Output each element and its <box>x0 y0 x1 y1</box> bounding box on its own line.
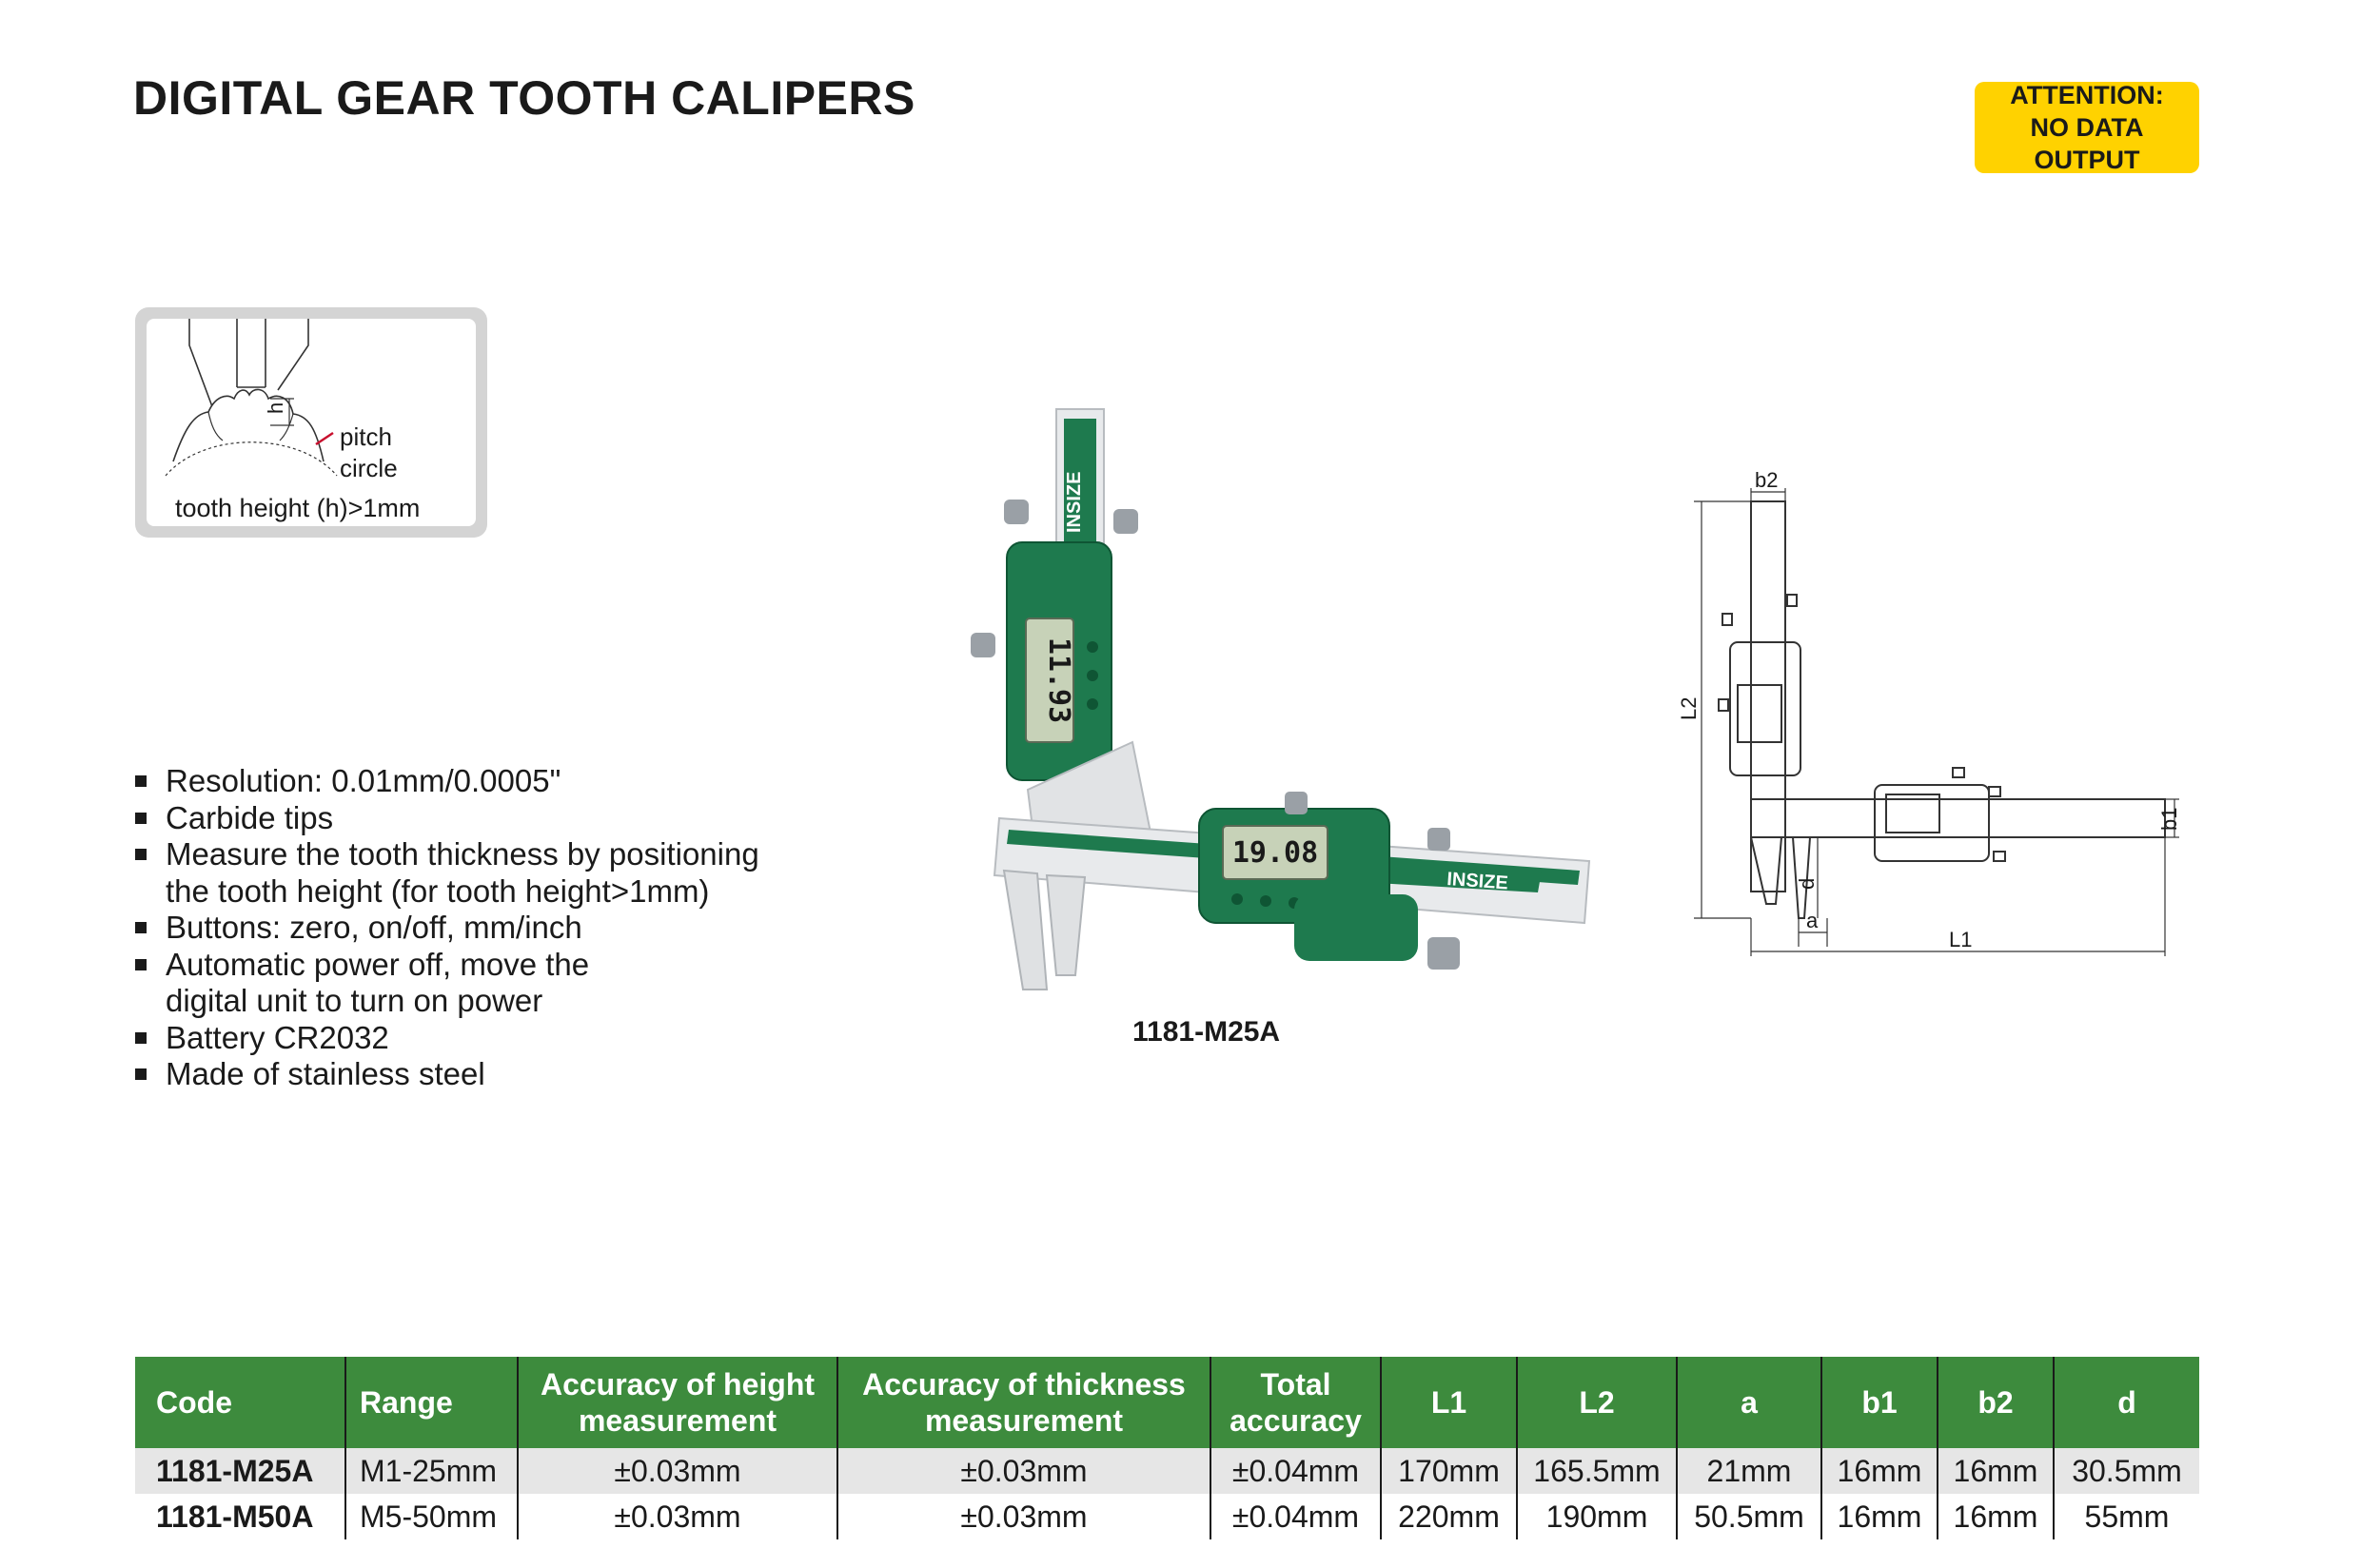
cell-height-accuracy: ±0.03mm <box>518 1448 837 1494</box>
table-header-row <box>135 1357 2199 1448</box>
cell-total-accuracy: ±0.04mm <box>1210 1448 1381 1494</box>
header-range: Range <box>345 1357 518 1448</box>
feature-item: Carbide tips <box>135 800 759 837</box>
tooth-height-caption: tooth height (h)>1mm <box>175 494 421 522</box>
feature-item: Resolution: 0.01mm/0.0005" <box>135 763 759 800</box>
table-row <box>135 1448 2199 1494</box>
feature-list <box>135 763 759 1093</box>
brand-logo-vertical: INSIZE <box>1064 471 1085 533</box>
cell-range: M5-50mm <box>345 1494 518 1539</box>
caliper-product-photo <box>933 390 1599 1037</box>
cell-range: M1-25mm <box>345 1448 518 1494</box>
cell-L1: 170mm <box>1381 1448 1517 1494</box>
cell-a: 21mm <box>1677 1448 1821 1494</box>
feature-item: Measure the tooth thickness by positioning <box>135 836 759 873</box>
header-L2: L2 <box>1517 1357 1677 1448</box>
circle-label: circle <box>340 454 398 482</box>
vertical-display-reading: 11.93 <box>1042 637 1075 724</box>
attention-badge <box>1975 82 2199 173</box>
horizontal-display-reading: 19.08 <box>1231 836 1319 870</box>
cell-L2: 165.5mm <box>1517 1448 1677 1494</box>
cell-code: 1181-M25A <box>135 1448 345 1494</box>
header-b1: b1 <box>1821 1357 1938 1448</box>
cell-L2: 190mm <box>1517 1494 1677 1539</box>
cell-thickness-accuracy: ±0.03mm <box>837 1494 1210 1539</box>
cell-L1: 220mm <box>1381 1494 1517 1539</box>
feature-item-continuation: digital unit to turn on power <box>166 983 543 1018</box>
cell-thickness-accuracy: ±0.03mm <box>837 1448 1210 1494</box>
header-height-accuracy: Accuracy of height measurement <box>518 1357 837 1448</box>
dimension-drawing <box>1675 471 2189 966</box>
cell-height-accuracy: ±0.03mm <box>518 1494 837 1539</box>
L1-label: L1 <box>1949 928 1973 951</box>
d-label: d <box>1795 877 1819 890</box>
brand-logo-horizontal: INSIZE <box>1446 869 1509 894</box>
h-label: h <box>264 402 287 414</box>
page-title: DIGITAL GEAR TOOTH CALIPERS <box>133 71 915 125</box>
header-b2: b2 <box>1938 1357 2054 1448</box>
pitch-label: pitch <box>340 422 392 451</box>
cell-d: 55mm <box>2054 1494 2199 1539</box>
attention-line-1: ATTENTION: <box>2010 81 2164 109</box>
a-label: a <box>1806 909 1819 932</box>
product-model-caption: 1181-M25A <box>1132 1016 1281 1048</box>
feature-item: Made of stainless steel <box>135 1056 759 1093</box>
cell-b2: 16mm <box>1938 1448 2054 1494</box>
cell-d: 30.5mm <box>2054 1448 2199 1494</box>
header-total-accuracy: Total accuracy <box>1210 1357 1381 1448</box>
b1-label: b1 <box>2157 807 2181 831</box>
header-L1: L1 <box>1381 1357 1517 1448</box>
gear-tooth-illustration <box>147 319 476 526</box>
cell-code: 1181-M50A <box>135 1494 345 1539</box>
specification-table <box>135 1357 2199 1539</box>
attention-line-2: NO DATA OUTPUT <box>2030 113 2144 174</box>
b2-label: b2 <box>1755 471 1779 492</box>
feature-item: Buttons: zero, on/off, mm/inch <box>135 910 759 947</box>
L2-label: L2 <box>1677 696 1701 720</box>
header-d: d <box>2054 1357 2199 1448</box>
feature-item-continuation: the tooth height (for tooth height>1mm) <box>166 872 710 909</box>
cell-b2: 16mm <box>1938 1494 2054 1539</box>
table-row <box>135 1494 2199 1539</box>
feature-item: Automatic power off, move the <box>135 947 759 984</box>
header-a: a <box>1677 1357 1821 1448</box>
header-thickness-accuracy: Accuracy of thickness measurement <box>837 1357 1210 1448</box>
cell-b1: 16mm <box>1821 1448 1938 1494</box>
header-code: Code <box>135 1357 345 1448</box>
feature-item: Battery CR2032 <box>135 1020 759 1057</box>
cell-b1: 16mm <box>1821 1494 1938 1539</box>
cell-a: 50.5mm <box>1677 1494 1821 1539</box>
cell-total-accuracy: ±0.04mm <box>1210 1494 1381 1539</box>
tooth-height-diagram <box>135 307 487 538</box>
